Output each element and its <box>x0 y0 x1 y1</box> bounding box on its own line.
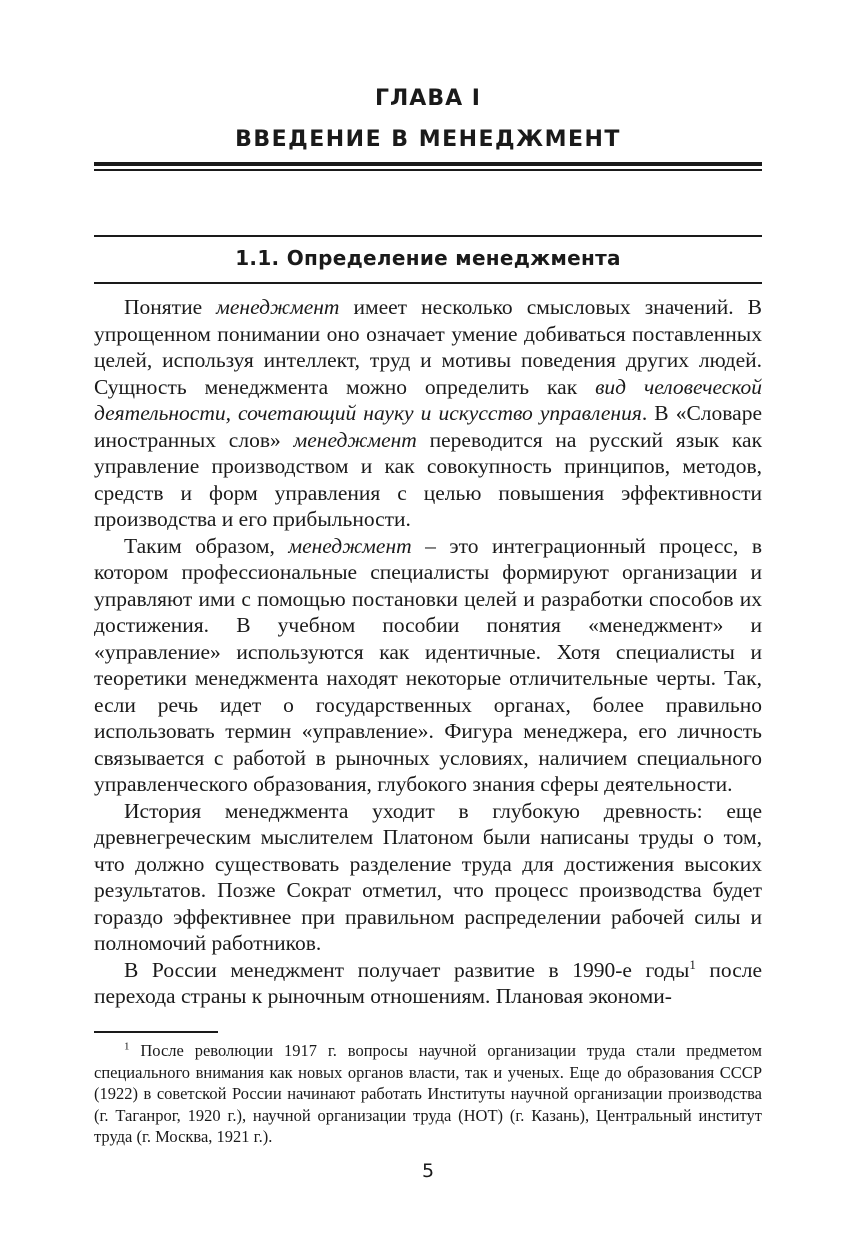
section-rule-bottom <box>94 282 762 284</box>
body-text <box>94 294 762 1010</box>
chapter-rule-thick <box>94 162 762 166</box>
italic-term: менеджмент <box>293 427 417 452</box>
text-run: . В «Словаре иностранных слов» <box>94 401 762 452</box>
page-number: 5 <box>421 1160 435 1182</box>
text-run: переводится на русский язык как управление производством и как совокупность принципов, методов, средств и форм управления с целью повышения эффективности производства и его прибыльности. <box>94 427 763 531</box>
section-rule-top <box>94 235 762 237</box>
chapter-label: ГЛАВА I <box>375 86 481 111</box>
italic-definition: вид человеческой деятельности, сочетающий науку и искусство управления <box>94 374 763 425</box>
italic-term: менеджмент <box>216 295 340 319</box>
paragraph-4 <box>94 957 762 1010</box>
text-run: В России менеджмент получает развитие в 1990-е годы <box>124 957 690 982</box>
footnote-rule <box>94 1031 218 1033</box>
chapter-rule-thin <box>94 169 762 171</box>
text-run: Таким образом, <box>124 533 289 558</box>
footnote <box>94 1040 762 1148</box>
text-run: после перехода страны к рыночным отношениям. Плановая экономи- <box>94 957 763 1008</box>
paragraph-1 <box>94 294 762 533</box>
footnote-reference[interactable]: 1 <box>689 956 696 972</box>
footnote-marker: 1 <box>124 1040 130 1053</box>
text-run: Понятие <box>124 295 217 319</box>
text-run: имеет несколько смысловых значений. В упрощенном понимании оно означает умение добиваться поставленных целей, используя интеллект, труд и мотивы поведения других людей. Сущность менеджмента можно определить как <box>94 295 762 399</box>
paragraph-3: История менеджмента уходит в глубокую древность: еще древнегреческим мыслителем Платоном были написаны труды о том, что должно существовать разделение труда для достижения высоких результатов. Позже Сократ отметил, что процесс производства будет гораздо эффективнее при правильном распределении рабочей силы и полномочий работников. <box>94 798 762 955</box>
chapter-title: ВВЕДЕНИЕ В МЕНЕДЖМЕНТ <box>235 127 621 152</box>
paragraph-2 <box>94 533 762 798</box>
footnote-text: После революции 1917 г. вопросы научной организации труда стали предметом специального внимания как новых органов власти, так и ученых. Еще до образования СССР (1922) в советской России начинают работать Институты научной организации производства (г. Таганрог, 1920 г.), научной организации труда (НОТ) (г. Казань), Центральный институт труда (г. Москва, 1921 г.). <box>94 1041 762 1146</box>
section-title: 1.1. Определение менеджмента <box>235 246 621 270</box>
text-run: – это интеграционный процесс, в котором профессиональные специалисты формируют организации и управляют ими с помощью постановки целей и разработки способов их достижения. В учебном пособии понятия «менеджмент» и «управление» используются как идентичные. Хотя специалисты и теоретики менеджмента находят некоторые отличительные черты. Так, если речь идет о государственных органах, более правильно использовать термин «управление». Фигура менеджера, его личность связывается с работой в рыночных условиях, наличием специального управленческого образования, глубокого знания сферы деятельности. <box>94 533 762 796</box>
italic-term: менеджмент <box>288 533 412 558</box>
